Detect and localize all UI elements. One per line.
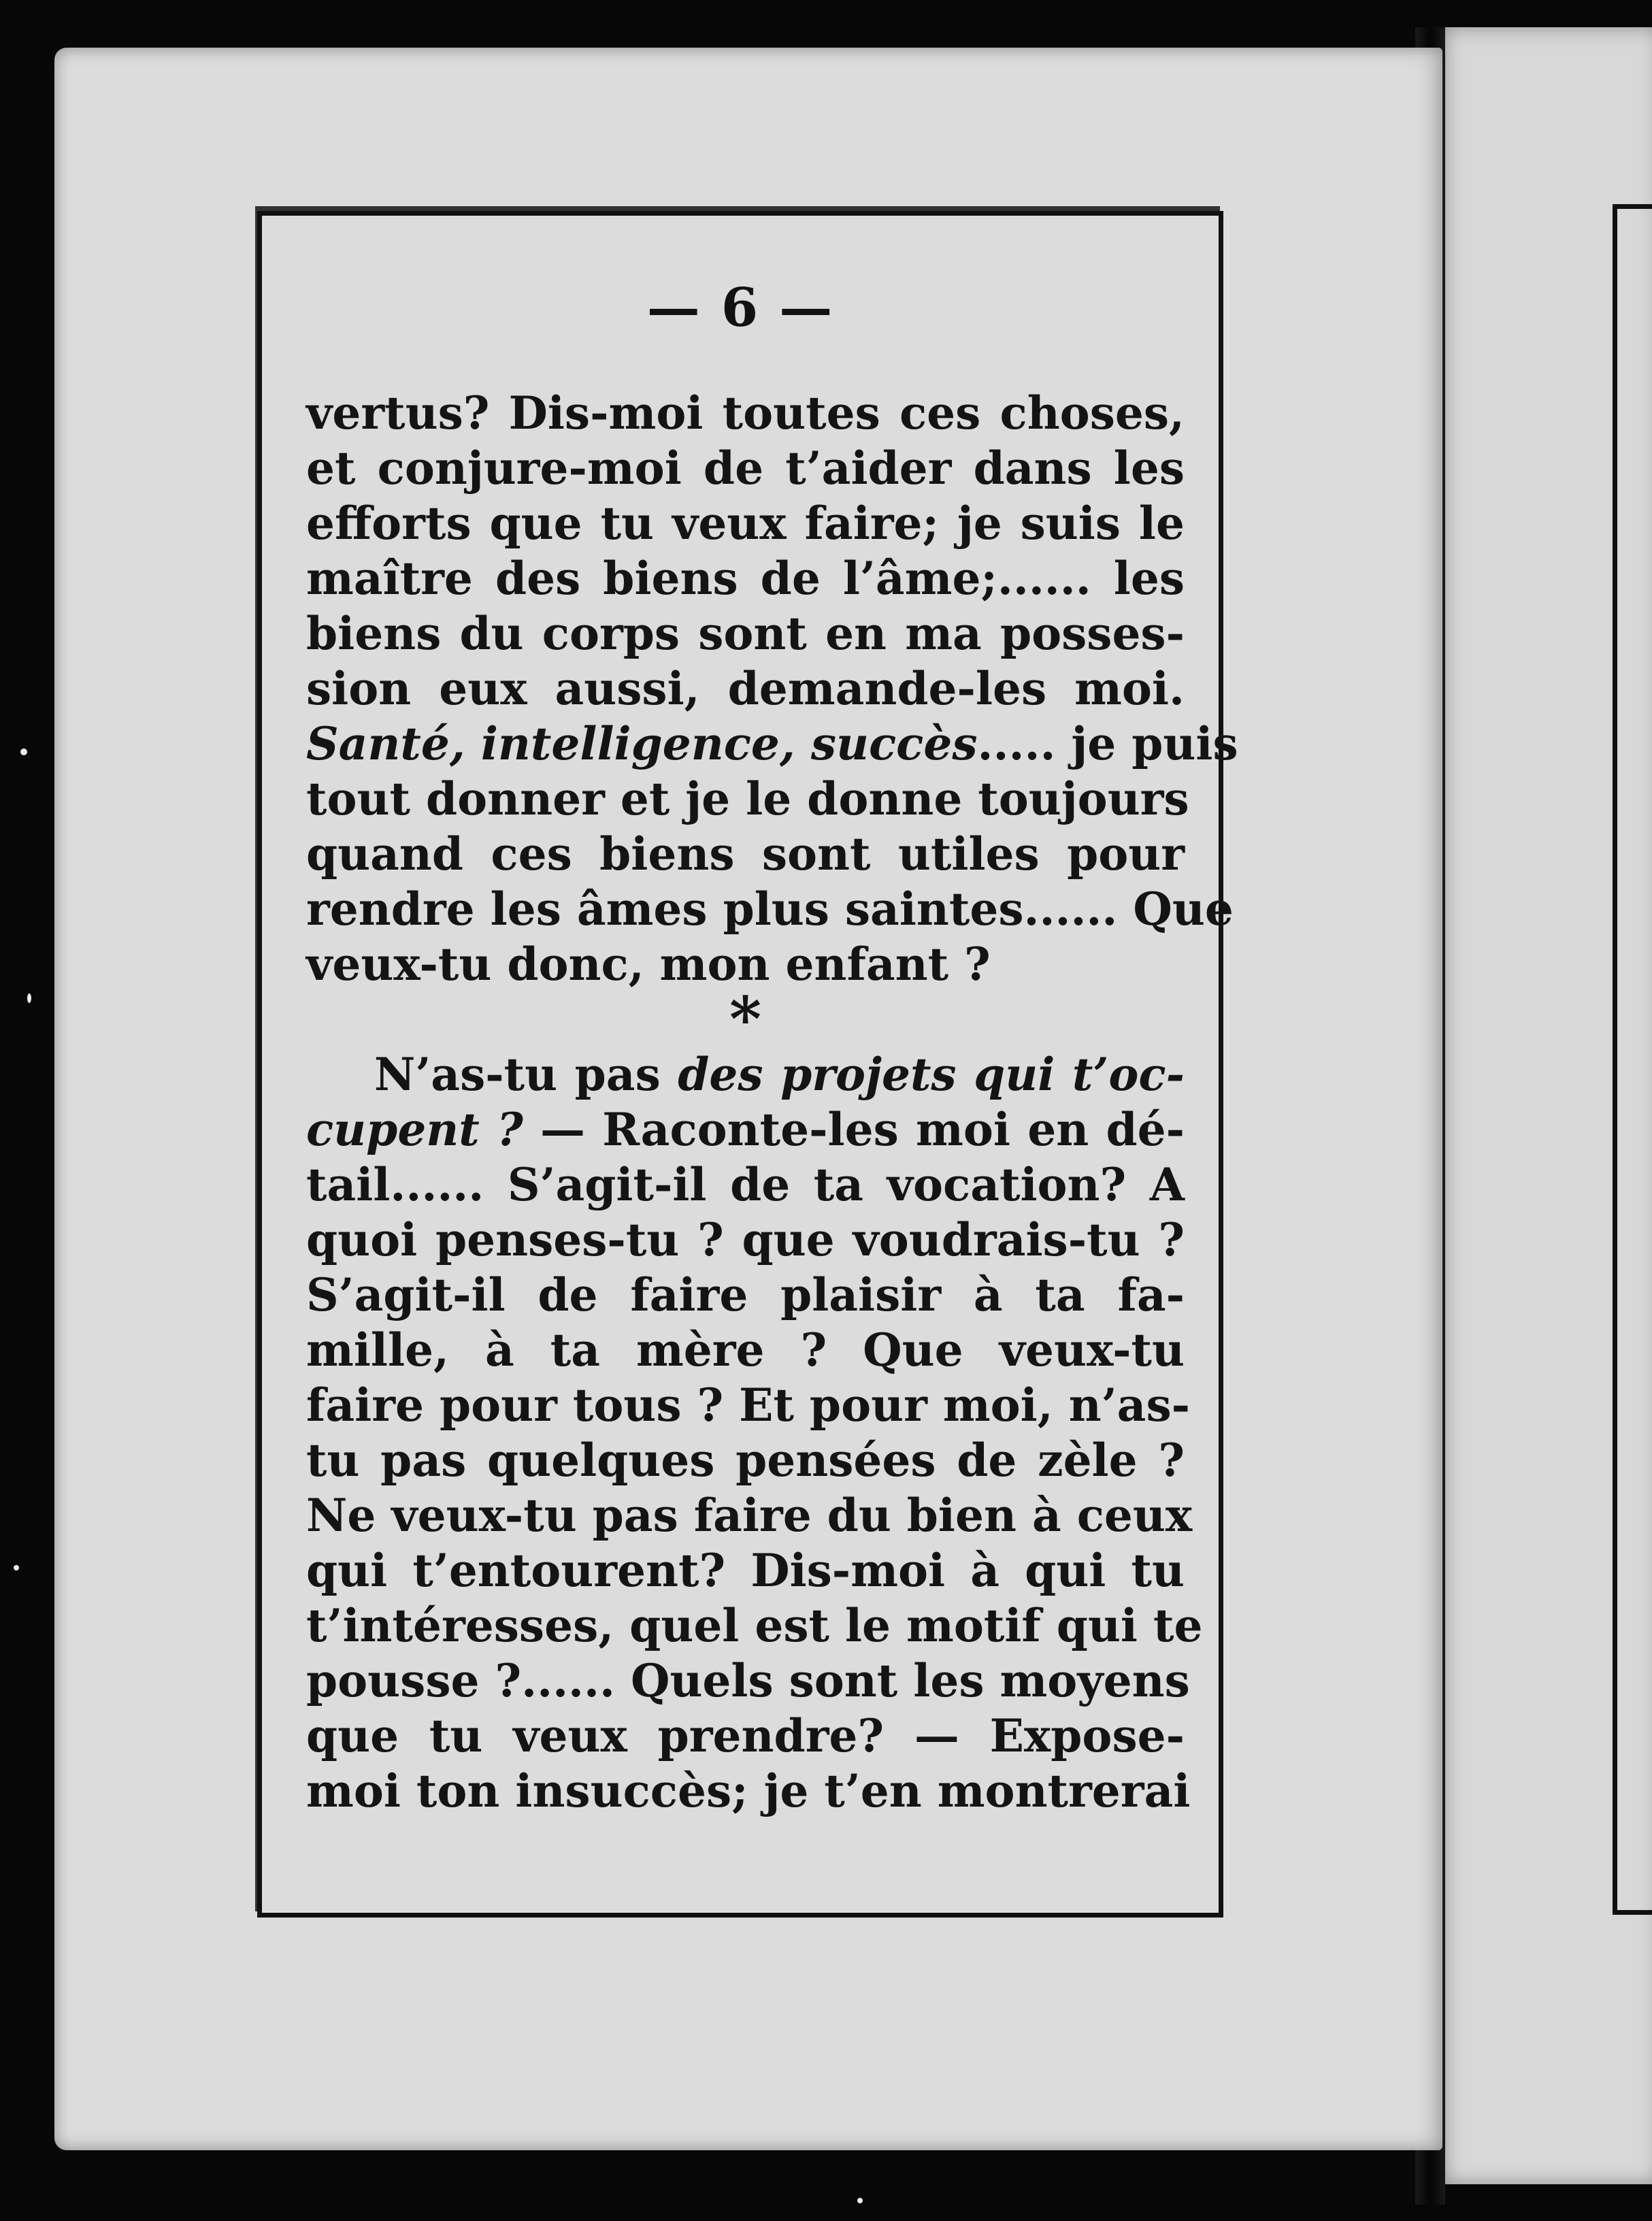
page-text xyxy=(306,386,1238,1819)
text-line: rendre les âmes plus saintes...... Que xyxy=(306,883,1234,936)
italic-text: cupent ? xyxy=(306,1103,523,1156)
section-separator: * xyxy=(729,983,762,1055)
text-line: tu pas quelques pensées de zèle ? xyxy=(306,1434,1185,1487)
text-line: t’intéresses, quel est le motif qui te xyxy=(306,1599,1203,1652)
text-line: vertus? Dis-moi toutes ces choses, xyxy=(306,386,1185,440)
text-line: maître des biens de l’âme;...... les xyxy=(306,552,1185,605)
text-line: tout donner et je le donne toujours xyxy=(306,772,1189,825)
text-line: quoi penses-tu ? que voudrais-tu ? xyxy=(306,1213,1185,1266)
text-line: et conjure-moi de t’aider dans les xyxy=(306,442,1185,495)
text-line: cupent ? — Raconte-les moi en dé- xyxy=(306,1103,1185,1156)
text-line: moi ton insuccès; je t’en montrerai xyxy=(306,1764,1191,1817)
text-line: pousse ?...... Quels sont les moyens xyxy=(306,1654,1190,1707)
italic-text: des projets qui t’oc- xyxy=(678,1048,1185,1101)
text-line: que tu veux prendre? — Expose- xyxy=(306,1709,1185,1762)
text-line: quand ces biens sont utiles pour xyxy=(306,827,1185,881)
italic-text: Santé, intelligence, succès xyxy=(306,717,978,770)
dust-speck xyxy=(14,1565,19,1570)
text-line: sion eux aussi, demande-les moi. xyxy=(306,662,1185,715)
text-line: N’as-tu pas des projets qui t’oc- xyxy=(374,1048,1185,1101)
text-line: S’agit-il de faire plaisir à ta fa- xyxy=(306,1268,1185,1321)
text-line: Ne veux-tu pas faire du bien à ceux xyxy=(306,1489,1193,1542)
text-line: qui t’entourent? Dis-moi à qui tu xyxy=(306,1544,1185,1597)
text-frame xyxy=(257,211,1238,1918)
text-line: veux-tu donc, mon enfant ? xyxy=(306,938,991,991)
text-line: biens du corps sont en ma posses- xyxy=(306,607,1185,660)
text-line: mille, à ta mère ? Que veux-tu xyxy=(306,1323,1185,1377)
dust-speck xyxy=(27,993,31,1003)
dust-speck xyxy=(857,2198,863,2203)
right-page-frame xyxy=(1613,204,1652,1915)
dust-speck xyxy=(20,748,27,755)
text-line: efforts que tu veux faire; je suis le xyxy=(306,497,1185,550)
text-line: faire pour tous ? Et pour moi, n’as- xyxy=(306,1379,1190,1432)
text-line: Santé, intelligence, succès..... je puis xyxy=(306,717,1238,770)
page-number: — 6 — xyxy=(646,277,834,339)
text-line: tail...... S’agit-il de ta vocation? A xyxy=(306,1158,1185,1211)
